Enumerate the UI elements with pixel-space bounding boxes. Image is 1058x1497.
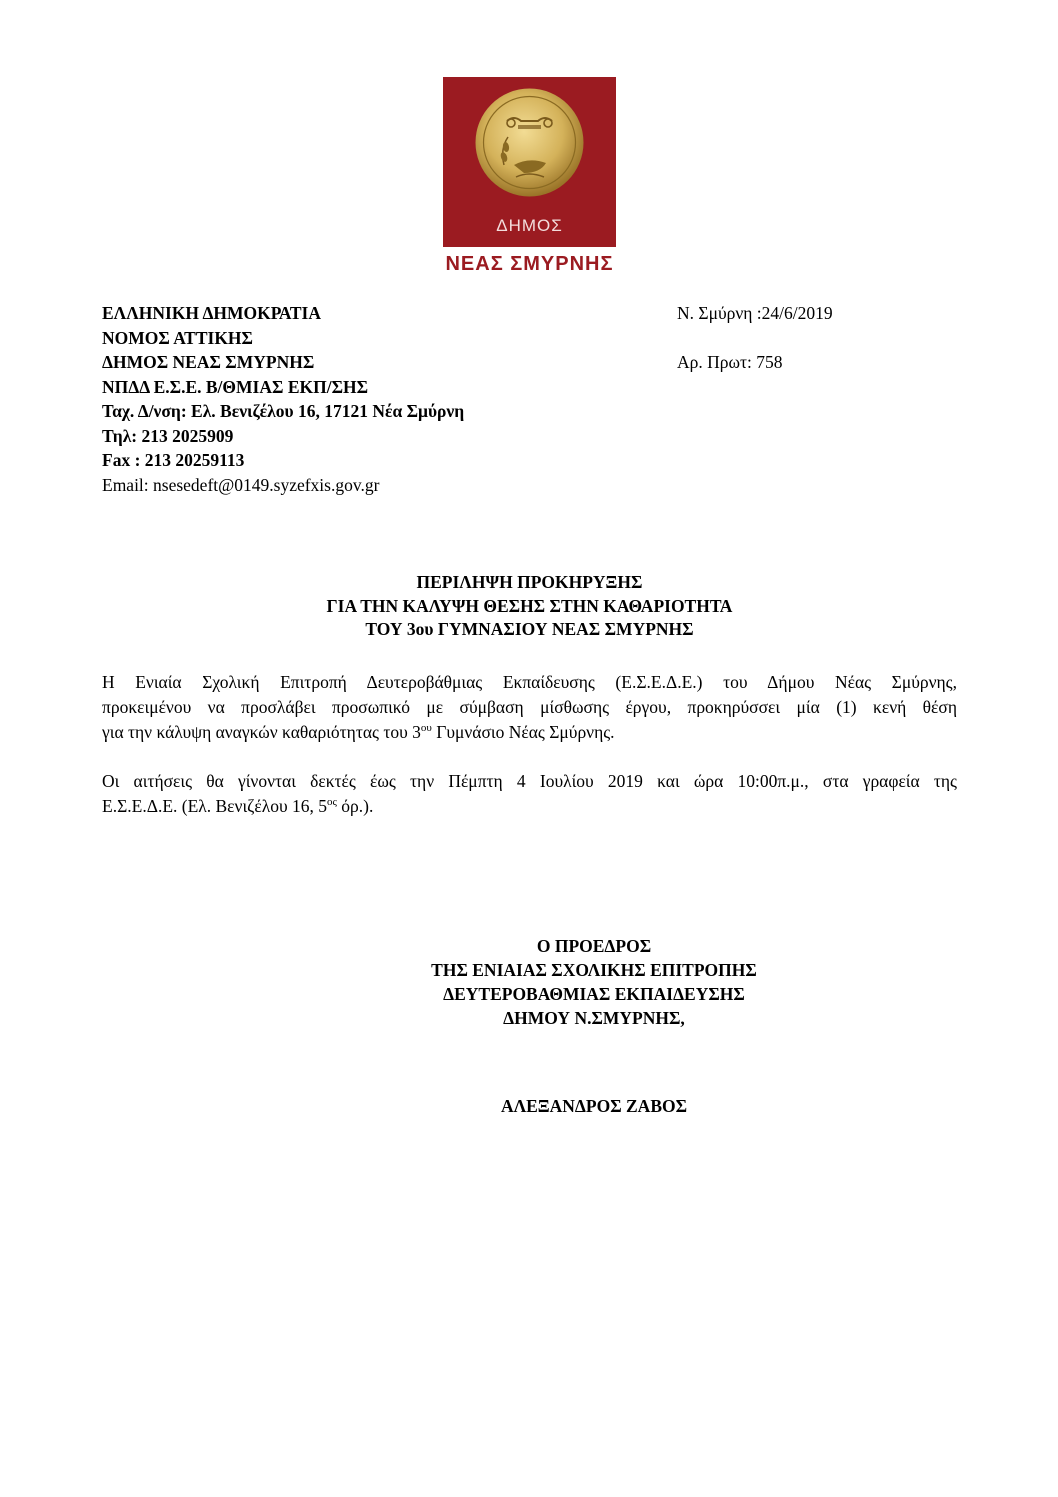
announcement-paragraph xyxy=(102,670,957,745)
header-line: ΝΠΔΔ Ε.Σ.Ε. Β/ΘΜΙΑΣ ΕΚΠ/ΣΗΣ xyxy=(102,376,369,397)
paragraph-text: Ε.Σ.Ε.Δ.Ε. (Ελ. Βενιζέλου 16, 5 xyxy=(102,796,328,816)
header-line: ΝΟΜΟΣ ΑΤΤΙΚΗΣ xyxy=(102,327,253,348)
signature-line: ΔΕΥΤΕΡΟΒΑΘΜΙΑΣ ΕΚΠΑΙΔΕΥΣΗΣ xyxy=(443,984,745,1004)
paragraph-line xyxy=(102,720,957,745)
paragraph-line: Οι αιτήσεις θα γίνονται δεκτές έως την Πέμπτη 4 Ιουλίου 2019 και ώρα 10:00π.μ., στα γραφεία της xyxy=(102,771,957,791)
signature-line: ΤΗΣ ΕΝΙΑΙΑΣ ΣΧΟΛΙΚΗΣ ΕΠΙΤΡΟΠΗΣ xyxy=(431,960,757,980)
header-fax: Fax : 213 20259113 xyxy=(102,450,245,470)
document-date: Ν. Σμύρνη :24/6/2019 xyxy=(677,303,833,323)
title-line: ΓΙΑ ΤΗΝ ΚΑΛΥΨΗ ΘΕΣΗΣ ΣΤΗΝ ΚΑΘΑΡΙΟΤΗΤΑ xyxy=(326,595,733,616)
header-address: Ταχ. Δ/νση: Ελ. Βενιζέλου 16, 17121 Νέα Σμύρνη xyxy=(102,401,465,421)
paragraph-line: προκειμένου να προσλάβει προσωπικό με σύμβαση μίσθωσης έργου, προκηρύσσει μία (1) κενή θέση xyxy=(102,697,957,717)
paragraph-text: όρ.). xyxy=(336,796,374,816)
ordinal-suffix: ος xyxy=(327,796,337,808)
municipality-logo xyxy=(443,77,616,275)
paragraph-text: Γυμνάσιο Νέας Σμύρνης. xyxy=(431,722,615,742)
signature-line: ΔΗΜΟΥ Ν.ΣΜΥΡΝΗΣ, xyxy=(503,1008,685,1028)
signature-line: Ο ΠΡΟΕΔΡΟΣ xyxy=(536,936,652,956)
header-line: ΔΗΜΟΣ ΝΕΑΣ ΣΜΥΡΝΗΣ xyxy=(102,352,315,372)
paragraph-line: Η Ενιαία Σχολική Επιτροπή Δευτεροβάθμιας Εκπαίδευσης (Ε.Σ.Ε.Δ.Ε.) του Δήμου Νέας Σμύρνης, xyxy=(102,672,957,692)
signature-title-block xyxy=(400,934,788,1030)
header-line: ΕΛΛΗΝΙΚΗ ΔΗΜΟΚΡΑΤΙΑ xyxy=(102,303,321,323)
paragraph-text: για την κάλυψη αναγκών καθαριότητας του 3 xyxy=(102,722,421,742)
reference-block xyxy=(677,301,937,375)
header-email: Email: nsesedeft@0149.syzefxis.gov.gr xyxy=(102,474,380,495)
deadline-paragraph xyxy=(102,769,957,819)
logo-word-dimos: ΔΗΜΟΣ xyxy=(496,216,563,235)
title-line: ΤΟΥ 3ου ΓΥΜΝΑΣΙΟΥ ΝΕΑΣ ΣΜΥΡΝΗΣ xyxy=(365,619,694,639)
header-phone: Τηλ: 213 2025909 xyxy=(102,425,234,446)
document-title xyxy=(102,571,957,642)
logo-background xyxy=(443,77,616,247)
protocol-number: Αρ. Πρωτ: 758 xyxy=(677,352,783,372)
ordinal-suffix: ου xyxy=(420,722,432,734)
seal-emblem-icon xyxy=(474,87,585,198)
logo-word-nea-smyrni: ΝΕΑΣ ΣΜΥΡΝΗΣ xyxy=(445,253,614,275)
paragraph-line xyxy=(102,794,957,819)
signatory-name: ΑΛΕΞΑΝΔΡΟΣ ΖΑΒΟΣ xyxy=(500,1096,688,1116)
title-line: ΠΕΡΙΛΗΨΗ ΠΡΟΚΗΡΥΞΗΣ xyxy=(416,572,643,592)
sender-block xyxy=(102,301,622,497)
